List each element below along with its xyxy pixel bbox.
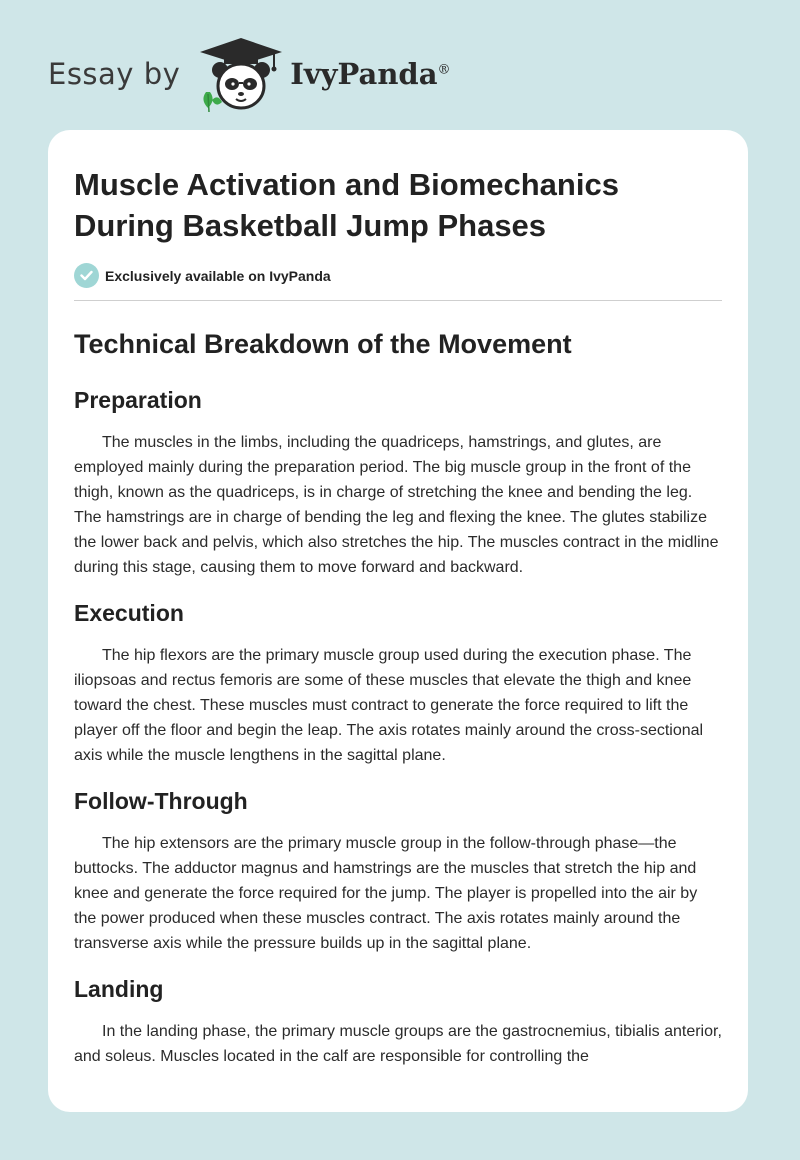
registered-mark: ®: [437, 62, 451, 78]
page-title: Muscle Activation and Biomechanics During Basketball Jump Phases: [74, 167, 619, 243]
section-execution: [74, 598, 722, 768]
essay-by-label: Essay by: [48, 57, 181, 91]
subheading-follow-through: Follow-Through: [74, 788, 248, 814]
panda-logo-icon[interactable]: [196, 34, 286, 114]
paragraph-execution: The hip flexors are the primary muscle group used during the execution phase. The iliopsoas and rectus femoris are some of these muscles that elevate the thigh and knee toward the chest. These muscles must contract to generate the force required to lift the player off the floor and begin the leap. The axis rotates mainly around the cross-sectional axis while the muscle lengthens in the sagittal plane.: [74, 647, 704, 764]
brand-header: [48, 34, 451, 114]
section-landing: [74, 974, 722, 1069]
section-preparation: [74, 385, 722, 580]
essay-card: [48, 130, 748, 1112]
section-heading: Technical Breakdown of the Movement: [74, 329, 572, 359]
exclusive-label: Exclusively available on IvyPanda: [105, 267, 331, 284]
subheading-preparation: Preparation: [74, 387, 202, 413]
paragraph-follow-through: The hip extensors are the primary muscle group in the follow-through phase—the buttocks. The adductor magnus and hamstrings are the muscles that stretch the hip and knee and generate the force required for the jump. The player is propelled into the air by the power produced when these muscles contract. The axis rotates mainly around the transverse axis while the pressure builds up in the sagittal plane.: [74, 835, 698, 952]
paragraph-preparation: The muscles in the limbs, including the quadriceps, hamstrings, and glutes, are employed mainly during the preparation period. The big muscle group in the front of the thigh, known as the quadriceps, is in charge of stretching the knee and bending the leg. The hamstrings are in charge of bending the leg and flexing the knee. The glutes stabilize the lower back and pelvis, which also stretches the hip. The muscles contract in the midline during this stage, causing them to move forward and backward.: [74, 434, 719, 576]
check-circle-icon: [74, 263, 99, 288]
subheading-execution: Execution: [74, 600, 184, 626]
divider: [74, 300, 722, 301]
section-follow-through: [74, 786, 722, 956]
subheading-landing: Landing: [74, 976, 164, 1002]
paragraph-landing: In the landing phase, the primary muscle groups are the gastrocnemius, tibialis anterior, and soleus. Muscles located in the calf are responsible for controlling the: [74, 1023, 722, 1065]
brand-name[interactable]: IvyPanda®: [290, 57, 451, 91]
exclusive-badge: [74, 263, 722, 288]
